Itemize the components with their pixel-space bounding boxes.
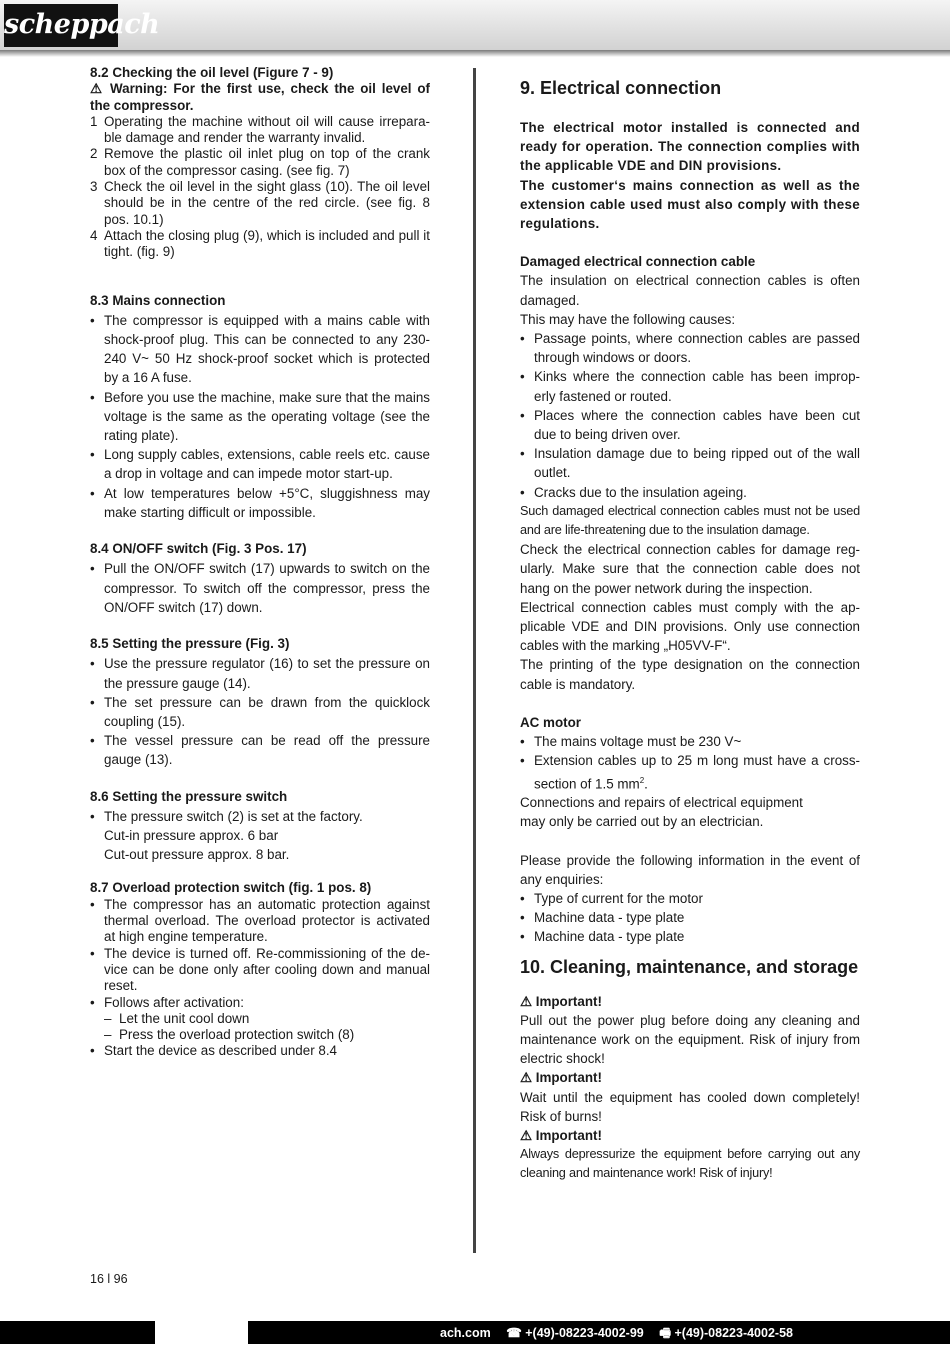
spacer	[520, 233, 860, 252]
item-text: The vessel pressure can be read off the pressure gauge (13).	[104, 733, 430, 768]
bullet: •	[520, 734, 525, 750]
dash: –	[104, 1027, 112, 1043]
superscript: 2	[639, 775, 645, 785]
bullet: •	[90, 561, 95, 577]
list-item	[90, 388, 430, 446]
spacer	[90, 770, 430, 789]
spacer	[90, 522, 430, 541]
list-item	[90, 445, 430, 483]
list-item	[520, 483, 860, 502]
spacer	[90, 261, 430, 293]
item-text-end: .	[644, 775, 648, 791]
spacer	[90, 617, 430, 636]
spacer	[520, 947, 860, 955]
item-text: Machine data - type plate	[534, 929, 685, 945]
brand-logo: scheppach	[4, 4, 118, 47]
cut-out-pressure: Cut-out pressure approx. 8 bar.	[104, 847, 290, 863]
item-text: Cracks due to the insulation ageing.	[534, 484, 747, 500]
section-9-intro-1: The electrical motor installed is connected and ready for operation. The connection complies with the applicable VDE and DIN provisions.	[520, 120, 860, 174]
bullet: •	[520, 753, 525, 769]
column-divider	[473, 68, 476, 1253]
damaged-cable-text: Electrical connection cables must comply with the ap-plicable VDE and DIN provisions. Only use connection cables with the marking „H05VV-F“.	[520, 599, 860, 654]
list-item	[90, 654, 430, 692]
item-number: 3	[90, 179, 98, 195]
footer-contact	[440, 1324, 805, 1345]
section-8-6-list	[90, 807, 430, 865]
bullet: •	[90, 694, 95, 710]
ac-motor-list	[520, 732, 860, 793]
item-text	[534, 751, 860, 793]
section-8-2-title: 8.2 Checking the oil level (Figure 7 - 9)	[90, 65, 334, 80]
damaged-cable-title: Damaged electrical connection cable	[520, 254, 756, 270]
bullet: •	[90, 896, 95, 912]
list-item	[520, 751, 860, 793]
item-text: Passage points, where connection cables are passed through windows or doors.	[534, 331, 860, 366]
section-8-2-list	[90, 114, 430, 261]
damaged-cable-text: The insulation on electrical connection cables is often damaged.	[520, 273, 860, 308]
list-item	[90, 807, 430, 826]
page-number: 16 l 96	[90, 1272, 128, 1286]
list-item	[520, 889, 860, 908]
bullet: •	[520, 890, 525, 906]
section-9-intro-2: The customer‘s mains connection as well as the extension cable used must also comply with these regulations.	[520, 177, 860, 232]
phone-number: ☎ +(49)-08223-4002-99	[506, 1326, 644, 1340]
bullet: •	[90, 945, 95, 961]
item-text: The compressor is equipped with a mains cable with shock-proof plug. This can be connected to any 230-240 V~ 50 Hz shock-proof socket which is protected by a 16 A fuse.	[104, 312, 430, 386]
list-item	[520, 732, 860, 751]
bullet: •	[90, 485, 95, 501]
list-item	[90, 146, 430, 179]
bullet: •	[90, 808, 95, 824]
bullet: •	[90, 994, 95, 1010]
spacer	[520, 100, 860, 118]
section-8-3-list	[90, 311, 430, 522]
enquiry-text: Please provide the following information in the event of any enquiries:	[520, 852, 860, 887]
dash: –	[104, 1010, 112, 1026]
item-text: The device is turned off. Re-commissioning of the de-vice can be done only after cooling down and manual reset.	[104, 945, 430, 994]
cut-in-pressure: Cut-in pressure approx. 6 bar	[104, 828, 279, 844]
bullet: •	[90, 656, 95, 672]
item-text: Before you use the machine, make sure that the mains voltage is the same as the operating voltage (see the rating plate).	[104, 389, 430, 444]
item-text: The pressure switch (2) is set at the factory.	[104, 808, 363, 824]
fax-number: 🖷 +(49)-08223-4002-58	[659, 1326, 793, 1340]
list-item	[520, 367, 860, 405]
section-8-5-list	[90, 654, 430, 769]
bullet: •	[90, 389, 95, 405]
left-column	[90, 65, 430, 1060]
important-label: ⚠ Important!	[520, 1128, 602, 1144]
list-item	[90, 995, 430, 1011]
list-item	[520, 908, 860, 927]
important-label: ⚠ Important!	[520, 993, 602, 1009]
section-8-7-title: 8.7 Overload protection switch (fig. 1 pos. 8)	[90, 880, 372, 896]
bullet: •	[90, 447, 95, 463]
footer-white-block	[155, 1321, 248, 1344]
bullet: •	[90, 312, 95, 328]
item-text: The compressor has an automatic protection against thermal overload. The overload protector is activated at high engine temperature.	[104, 896, 430, 945]
item-number: 4	[90, 227, 98, 243]
list-item	[90, 179, 430, 228]
important-text: Always depressurize the equipment before carrying out any cleaning and maintenance work! Risk of injury!	[520, 1147, 860, 1181]
list-item	[90, 897, 430, 946]
ac-motor-text: Connections and repairs of electrical equipment	[520, 795, 803, 811]
enquiry-list	[520, 889, 860, 947]
list-item	[90, 484, 430, 522]
damaged-cable-text: Check the electrical connection cables for damage reg-ularly. Make sure that the connection cable does not hang on the power network during the inspection.	[520, 542, 860, 596]
list-item	[90, 693, 430, 731]
section-8-4-list	[90, 559, 430, 617]
item-text: At low temperatures below +5°C, sluggishness may make starting difficult or impossible.	[104, 485, 430, 520]
section-8-2-warning: ⚠ Warning: For the first use, check the oil level of the compressor.	[90, 81, 430, 113]
section-8-7-list	[90, 897, 430, 1060]
website-link[interactable]: ach.com	[440, 1326, 491, 1340]
item-text: Insulation damage due to being ripped out of the wall outlet.	[534, 446, 860, 481]
item-text: Start the device as described under 8.4	[104, 1043, 337, 1059]
right-column	[520, 76, 860, 1184]
item-text: Follows after activation:	[104, 994, 244, 1010]
bullet: •	[90, 733, 95, 749]
item-text: Press the overload protection switch (8)	[119, 1027, 355, 1043]
list-subitem	[90, 1027, 430, 1043]
item-number: 1	[90, 113, 98, 129]
list-item	[90, 114, 430, 147]
list-item	[520, 329, 860, 367]
item-text: The set pressure can be drawn from the quicklock coupling (15).	[104, 694, 430, 729]
section-8-5-title: 8.5 Setting the pressure (Fig. 3)	[90, 636, 290, 651]
list-subitem	[90, 1011, 430, 1027]
important-label: ⚠ Important!	[520, 1070, 602, 1086]
item-text: Places where the connection cables have been cut due to being driven over.	[534, 407, 860, 443]
item-text: Pull the ON/OFF switch (17) upwards to switch on the compressor. To switch off the compressor, press the ON/OFF switch (17) down.	[104, 561, 430, 615]
important-text: Wait until the equipment has cooled down completely! Risk of burns!	[520, 1089, 860, 1124]
item-text: Machine data - type plate	[534, 910, 685, 926]
item-text: Check the oil level in the sight glass (10). The oil level should be in the centre of the red circle. (see fig. 8 pos. 10.1)	[104, 179, 430, 227]
header-shadow	[0, 50, 950, 57]
bullet: •	[520, 331, 525, 347]
bullet: •	[520, 369, 525, 385]
item-text: The mains voltage must be 230 V~	[534, 734, 742, 750]
list-item	[520, 406, 860, 444]
list-item	[90, 228, 430, 261]
section-8-3-title: 8.3 Mains connection	[90, 292, 226, 308]
item-text: Kinks where the connection cable has been improp-erly fastened or routed.	[534, 369, 860, 404]
list-item	[520, 444, 860, 482]
item-text-main: Extension cables up to 25 m long must have a cross-section of 1.5 mm	[534, 753, 860, 791]
list-item	[90, 731, 430, 769]
causes-list	[520, 329, 860, 502]
section-8-6-title: 8.6 Setting the pressure switch	[90, 788, 288, 804]
bullet: •	[90, 1043, 95, 1059]
spacer	[520, 694, 860, 713]
section-9-title: 9. Electrical connection	[520, 78, 722, 98]
list-item	[90, 946, 430, 995]
item-text: Let the unit cool down	[119, 1010, 250, 1026]
damaged-cable-text: This may have the following causes:	[520, 311, 736, 327]
ac-motor-text: may only be carried out by an electrician.	[520, 814, 764, 830]
bullet: •	[520, 484, 525, 500]
item-number: 2	[90, 146, 98, 162]
section-10-title: 10. Cleaning, maintenance, and storage	[520, 956, 859, 977]
item-text: Use the pressure regulator (16) to set the pressure on the pressure gauge (14).	[104, 656, 430, 691]
spacer	[90, 864, 430, 880]
item-text: Long supply cables, extensions, cable reels etc. cause a drop in voltage and can impede motor start-up.	[104, 447, 430, 482]
list-item	[90, 559, 430, 617]
list-item	[90, 311, 430, 388]
important-text: Pull out the power plug before doing any cleaning and maintenance work on the equipment. Risk of injury from electric shock!	[520, 1012, 860, 1067]
bullet: •	[520, 446, 525, 462]
item-text: Attach the closing plug (9), which is included and pull it tight. (fig. 9)	[104, 227, 430, 260]
ac-motor-title: AC motor	[520, 714, 581, 730]
spacer	[520, 979, 860, 992]
list-item	[90, 1043, 430, 1059]
item-text: Type of current for the motor	[534, 890, 703, 906]
bullet: •	[520, 929, 525, 945]
bullet: •	[520, 407, 525, 423]
damaged-cable-text: Such damaged electrical connection cables must not be used and are life-threatening due to the insulation damage.	[520, 503, 860, 538]
damaged-cable-text: The printing of the type designation on the connection cable is mandatory.	[520, 657, 860, 692]
item-text: Operating the machine without oil will cause irrepara-ble damage and render the warranty invalid.	[104, 113, 430, 146]
item-text: Remove the plastic oil inlet plug on top of the crank box of the compressor casing. (see fig. 7)	[104, 146, 430, 178]
bullet: •	[520, 910, 525, 926]
list-item	[520, 927, 860, 946]
section-8-4-title: 8.4 ON/OFF switch (Fig. 3 Pos. 17)	[90, 541, 307, 557]
spacer	[520, 832, 860, 851]
